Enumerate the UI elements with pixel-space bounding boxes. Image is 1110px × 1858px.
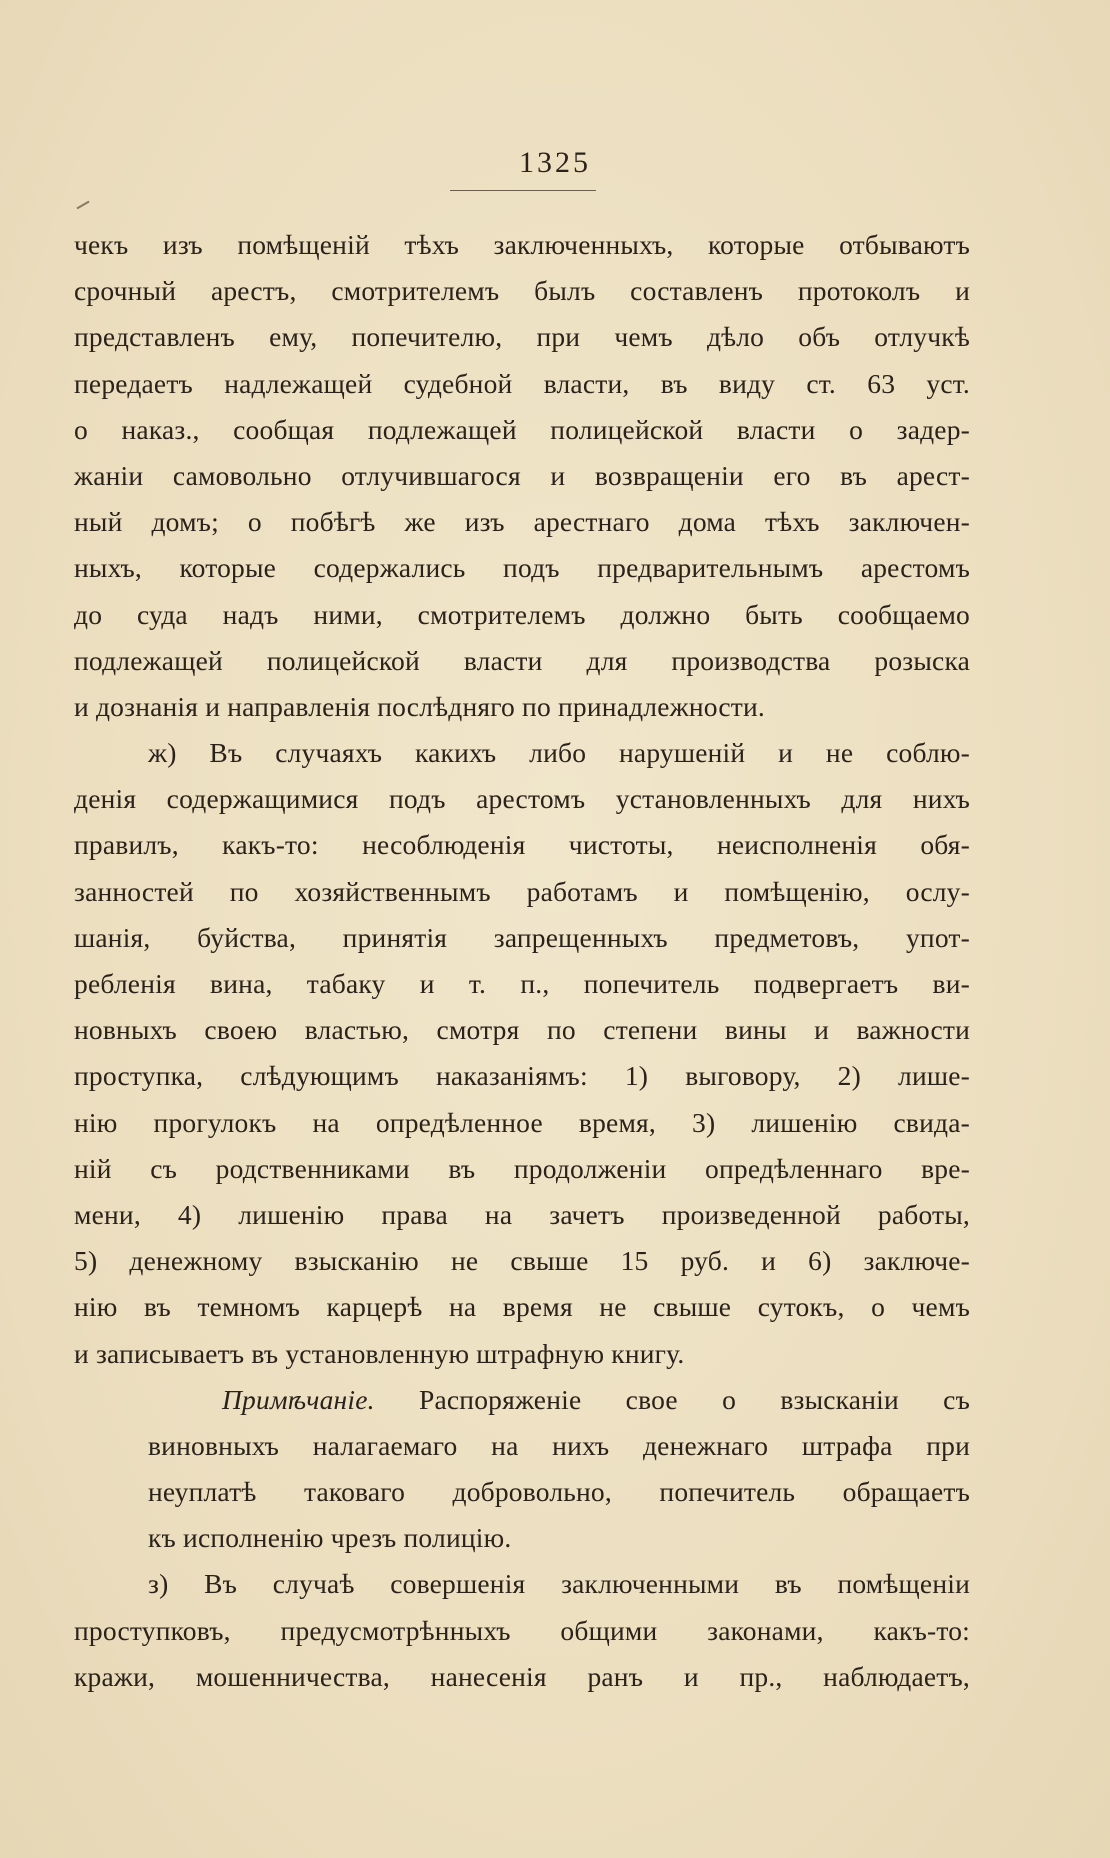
text-line: подлежащей полицейской власти для производства розыска xyxy=(74,644,970,676)
text-line: до суда надъ ними, смотрителемъ должно быть сообщаемо xyxy=(74,598,970,630)
text-line: о наказ., сообщая подлежащей полицейской власти о задер- xyxy=(74,413,970,445)
text-line: шанія, буйства, принятія запрещенныхъ предметовъ, упот- xyxy=(74,921,970,953)
text-line: новныхъ своею властью, смотря по степени вины и важности xyxy=(74,1014,970,1046)
page-number: 1325 xyxy=(519,146,591,179)
text-line: 5) денежному взысканію не свыше 15 руб. и 6) заключе- xyxy=(74,1245,970,1277)
text-line: кражи, мошенничества, нанесенія ранъ и пр., наблюдаетъ, xyxy=(74,1660,970,1692)
text-line: ный домъ; о побѣгѣ же изъ арестнаго дома тѣхъ заключен- xyxy=(74,506,970,538)
note-line: къ исполненію чрезъ полицію. xyxy=(148,1522,512,1554)
text-line: нію прогулокъ на опредѣленное время, 3) лишенію свида- xyxy=(74,1106,970,1138)
text-line: правилъ, какъ-то: несоблюденія чистоты, неисполненія обя- xyxy=(74,829,970,861)
text-line: занностей по хозяйственнымъ работамъ и помѣщенію, ослу- xyxy=(74,875,970,907)
note-first-line-text: Распоряженіе свое о взысканіи съ xyxy=(419,1383,971,1415)
text-line: нію въ темномъ карцерѣ на время не свыше сутокъ, о чемъ xyxy=(74,1291,970,1323)
text-line: представленъ ему, попечителю, при чемъ дѣло объ отлучкѣ xyxy=(74,321,970,353)
text-line: мени, 4) лишенію права на зачетъ произведенной работы, xyxy=(74,1198,970,1230)
text-line: чекъ изъ помѣщеній тѣхъ заключенныхъ, которые отбываютъ xyxy=(74,229,970,260)
text-line: и записываетъ въ установленную штрафную книгу. xyxy=(74,1337,685,1369)
text-line: проступка, слѣдующимъ наказаніямъ: 1) выговору, 2) лише- xyxy=(74,1060,970,1092)
text-line: передаетъ надлежащей судебной власти, въ виду ст. 63 уст. xyxy=(74,367,970,399)
text-line: жаніи самовольно отлучившагося и возвращеніи его въ арест- xyxy=(74,459,970,491)
paragraph-z-start: з) Въ случаѣ совершенія заключенными въ помѣщеніи xyxy=(148,1568,970,1600)
text-line: ныхъ, которые содержались подъ предварительнымъ арестомъ xyxy=(74,552,970,584)
note-first-line xyxy=(74,1377,970,1423)
paragraph-zh-start: ж) Въ случаяхъ какихъ либо нарушеній и не соблю- xyxy=(148,737,970,769)
text-line: и дознанія и направленія послѣдняго по принадлежности. xyxy=(74,690,765,722)
note-line: виновныхъ налагаемаго на нихъ денежнаго штрафа при xyxy=(148,1429,970,1461)
text-line: срочный арестъ, смотрителемъ былъ составленъ протоколъ и xyxy=(74,275,970,307)
text-line: денія содержащимися подъ арестомъ установленныхъ для нихъ xyxy=(74,783,970,815)
ink-mark xyxy=(76,201,89,210)
text-line: ній съ родственниками въ продолженіи опредѣленнаго вре- xyxy=(74,1152,970,1184)
text-line: проступковъ, предусмотрѣнныхъ общими законами, какъ-то: xyxy=(74,1614,970,1646)
note-label: Примѣчаніе. xyxy=(222,1383,375,1415)
note-line: неуплатѣ таковаго добровольно, попечитель обращаетъ xyxy=(148,1476,970,1508)
body-text xyxy=(74,222,970,1700)
text-line: ребленія вина, табаку и т. п., попечитель подвергаетъ ви- xyxy=(74,968,970,999)
note-block xyxy=(74,1377,970,1562)
header-rule xyxy=(450,190,596,191)
